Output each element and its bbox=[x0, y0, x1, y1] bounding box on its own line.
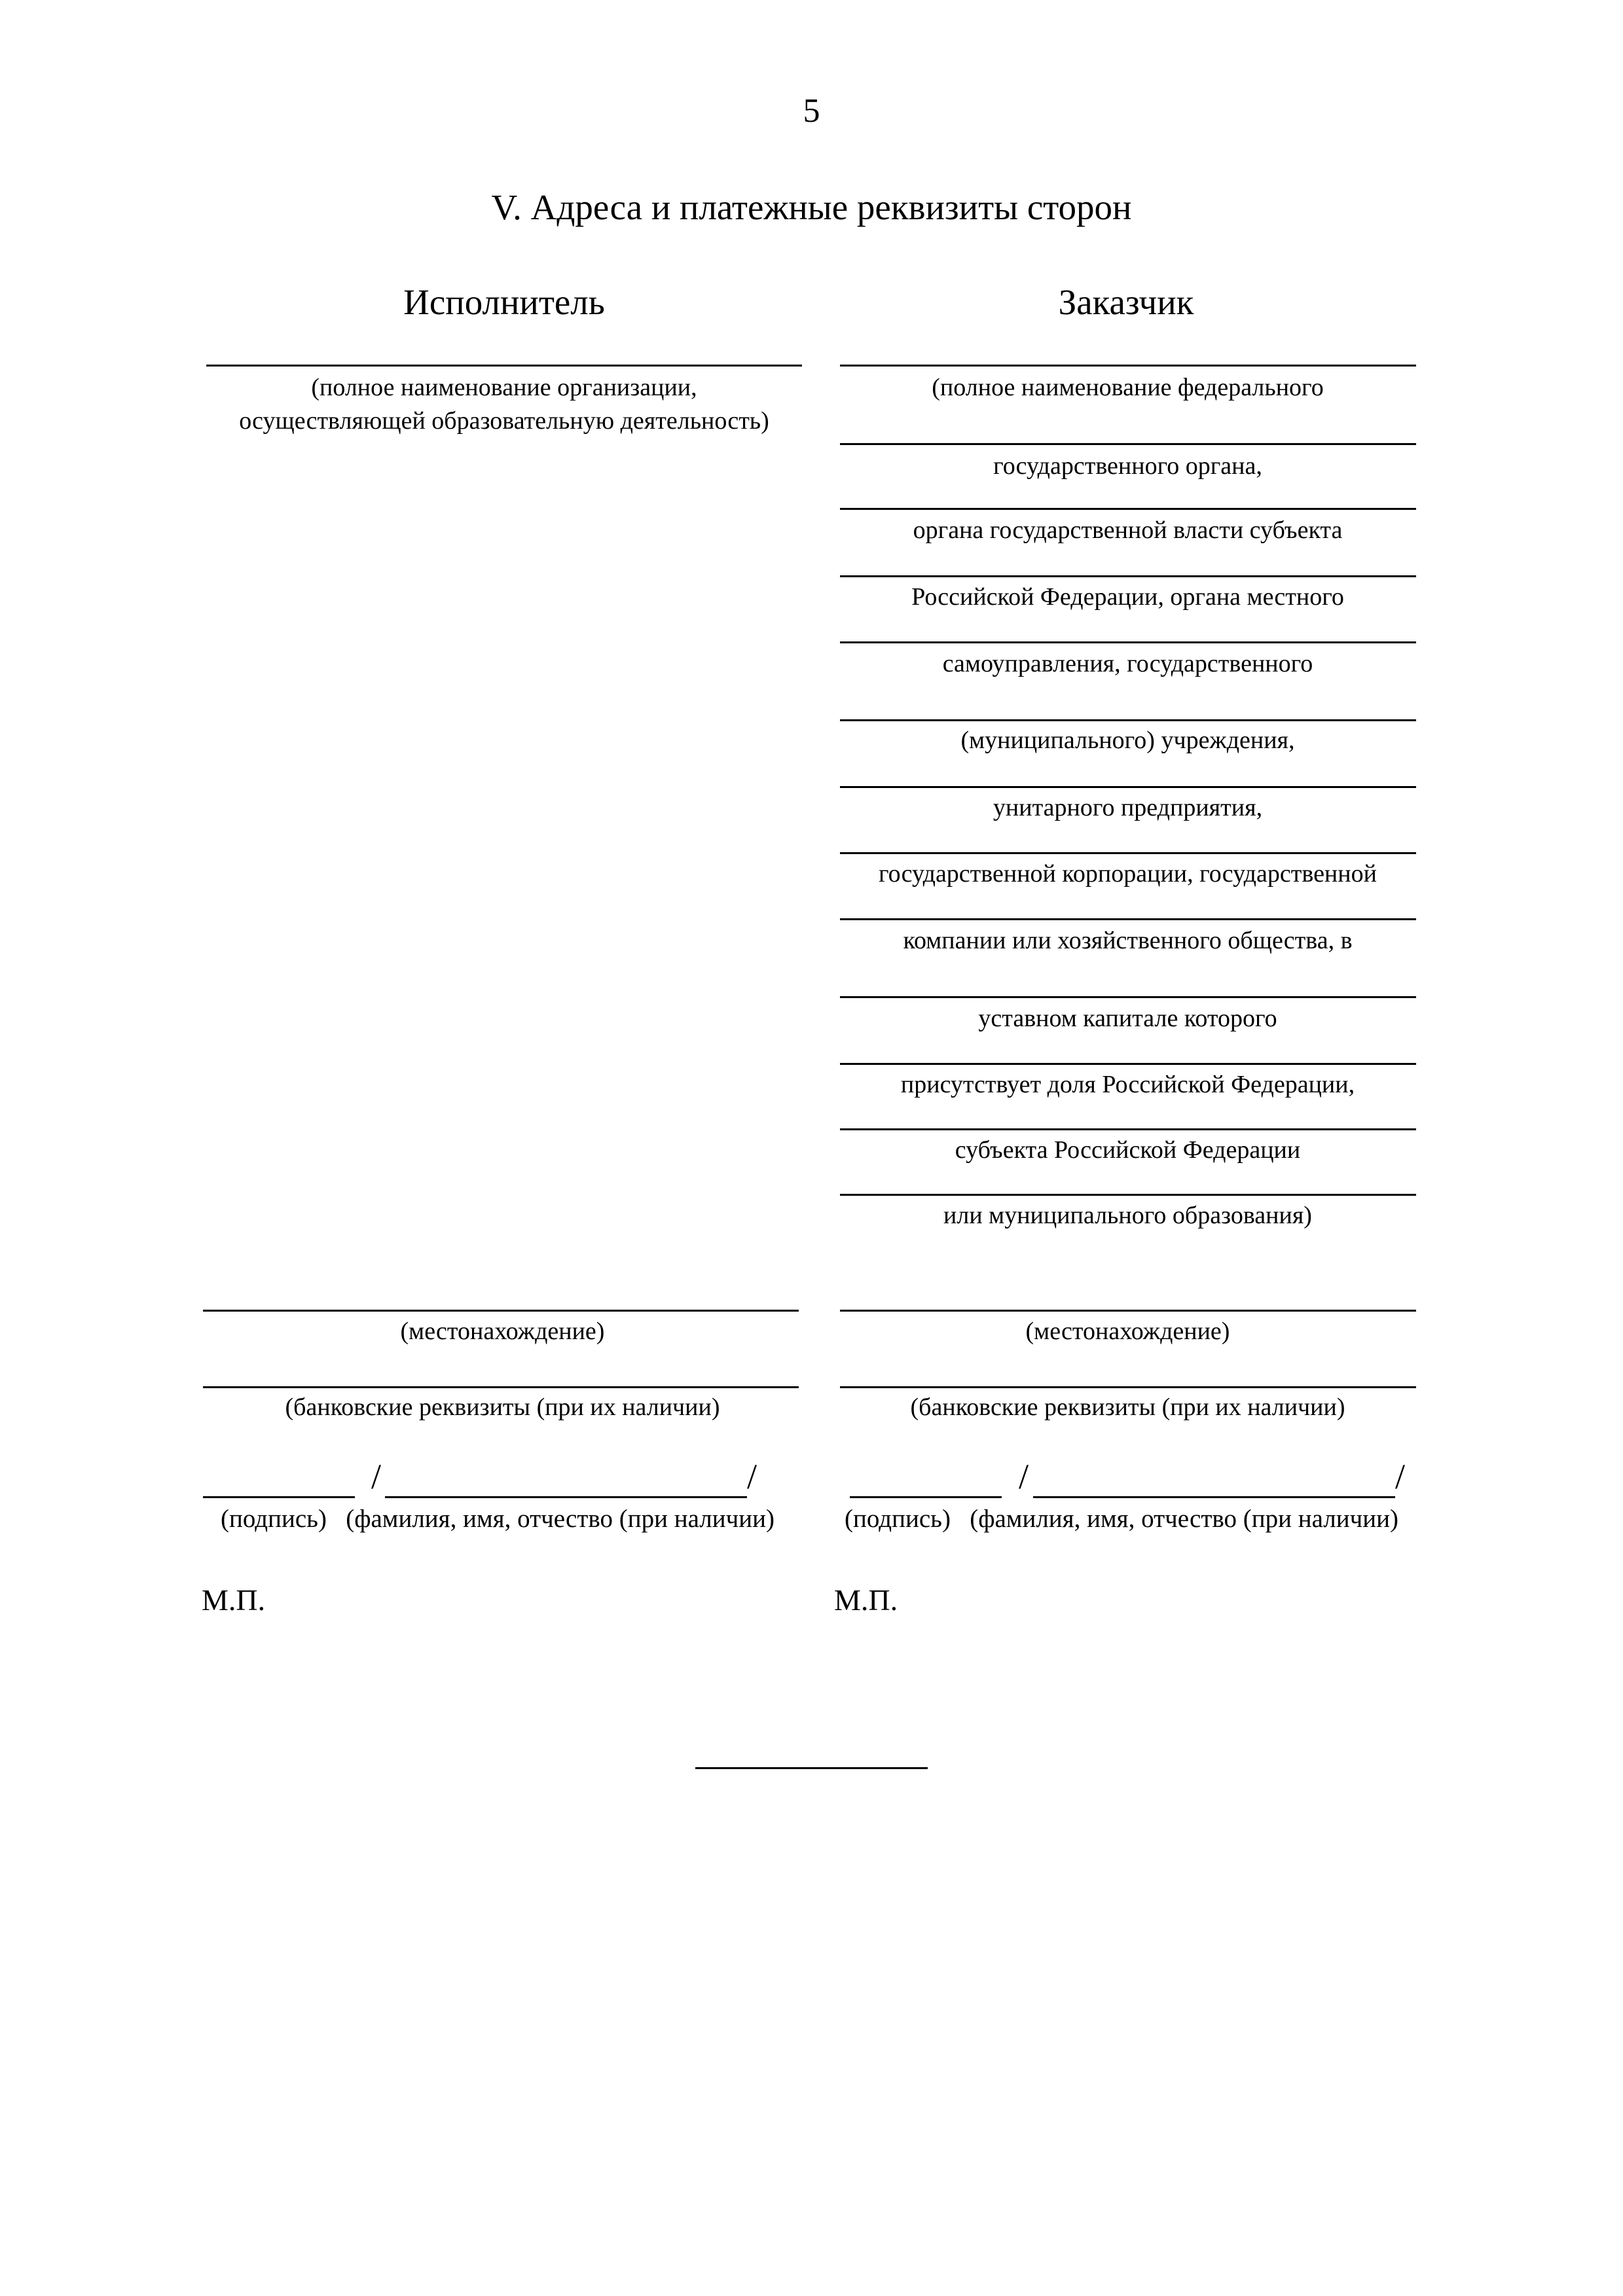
customer-signature-line[interactable] bbox=[850, 1496, 1002, 1498]
executor-name-caption-2: осуществляющей образовательную деятельность) bbox=[239, 407, 769, 435]
executor-bank-line[interactable] bbox=[203, 1386, 799, 1388]
executor-signature-line[interactable] bbox=[203, 1496, 355, 1498]
customer-name-line-2[interactable] bbox=[840, 443, 1416, 445]
customer-name-line-5[interactable] bbox=[840, 641, 1416, 643]
executor-name-line[interactable] bbox=[206, 365, 802, 367]
executor-signature-label: (подпись) bbox=[221, 1505, 327, 1533]
customer-name-line-4[interactable] bbox=[840, 575, 1416, 577]
executor-location-caption: (местонахождение) bbox=[400, 1318, 605, 1345]
customer-name-caption-4: Российской Федерации, органа местного bbox=[911, 583, 1344, 611]
section-title: V. Адреса и платежные реквизиты сторон bbox=[491, 187, 1132, 227]
page-number: 5 bbox=[803, 92, 820, 130]
customer-fullname-label: (фамилия, имя, отчество (при наличии) bbox=[970, 1505, 1398, 1533]
customer-location-line[interactable] bbox=[840, 1310, 1416, 1312]
customer-name-caption-7: унитарного предприятия, bbox=[993, 794, 1263, 821]
executor-bank-caption: (банковские реквизиты (при их наличии) bbox=[285, 1393, 720, 1421]
customer-name-caption-5: самоуправления, государственного bbox=[942, 650, 1313, 677]
executor-location-line[interactable] bbox=[203, 1310, 799, 1312]
customer-name-line-11[interactable] bbox=[840, 1063, 1416, 1065]
customer-name-caption-13: или муниципального образования) bbox=[943, 1202, 1312, 1229]
executor-name-caption-1: (полное наименование организации, bbox=[311, 374, 697, 401]
customer-fullname-slash: / bbox=[1395, 1457, 1406, 1496]
customer-signature-slash: / bbox=[1019, 1457, 1029, 1496]
executor-signature-caption bbox=[193, 1504, 802, 1534]
customer-name-caption-8: государственной корпорации, государственной bbox=[879, 860, 1377, 888]
executor-fullname-label: (фамилия, имя, отчество (при наличии) bbox=[346, 1505, 775, 1533]
customer-bank-line[interactable] bbox=[840, 1386, 1416, 1388]
customer-signature-caption bbox=[817, 1504, 1426, 1534]
customer-name-caption-1: (полное наименование федерального bbox=[932, 374, 1324, 401]
customer-name-line-12[interactable] bbox=[840, 1128, 1416, 1130]
customer-name-line-10[interactable] bbox=[840, 996, 1416, 998]
customer-name-line-1[interactable] bbox=[840, 365, 1416, 367]
customer-name-line-8[interactable] bbox=[840, 852, 1416, 854]
customer-heading: Заказчик bbox=[1058, 282, 1194, 322]
customer-signature-label: (подпись) bbox=[845, 1505, 951, 1533]
customer-name-caption-10: уставном капитале которого bbox=[978, 1005, 1277, 1032]
customer-name-caption-2: государственного органа, bbox=[993, 452, 1262, 480]
executor-heading: Исполнитель bbox=[403, 282, 605, 322]
executor-fullname-line[interactable] bbox=[385, 1496, 747, 1498]
executor-fullname-slash: / bbox=[747, 1457, 757, 1496]
customer-name-line-6[interactable] bbox=[840, 719, 1416, 721]
customer-location-caption: (местонахождение) bbox=[1025, 1318, 1230, 1345]
customer-name-line-7[interactable] bbox=[840, 786, 1416, 788]
customer-name-caption-12: субъекта Российской Федерации bbox=[955, 1136, 1301, 1164]
customer-fullname-line[interactable] bbox=[1033, 1496, 1395, 1498]
customer-name-caption-11: присутствует доля Российской Федерации, bbox=[900, 1071, 1355, 1098]
customer-name-caption-6: (муниципального) учреждения, bbox=[960, 726, 1295, 754]
customer-name-caption-9: компании или хозяйственного общества, в bbox=[903, 927, 1353, 954]
customer-bank-caption: (банковские реквизиты (при их наличии) bbox=[910, 1393, 1345, 1421]
customer-seal: М.П. bbox=[834, 1583, 898, 1617]
executor-seal: М.П. bbox=[202, 1583, 266, 1617]
customer-name-caption-3: органа государственной власти субъекта bbox=[913, 516, 1343, 544]
customer-name-line-9[interactable] bbox=[840, 918, 1416, 920]
customer-name-line-13[interactable] bbox=[840, 1194, 1416, 1196]
customer-name-line-3[interactable] bbox=[840, 508, 1416, 510]
closing-rule bbox=[695, 1767, 928, 1769]
executor-signature-slash: / bbox=[371, 1457, 382, 1496]
